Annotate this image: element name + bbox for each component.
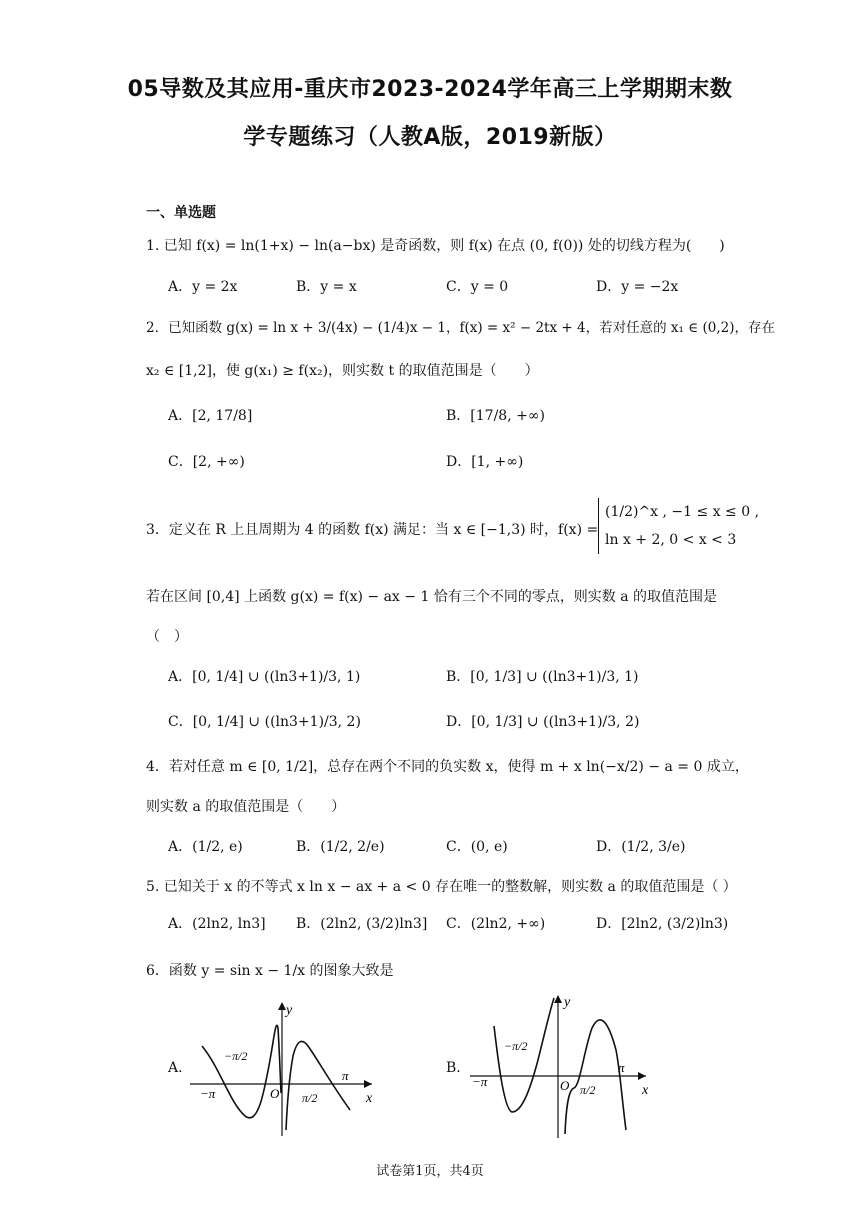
question-3-stem-line2: 若在区间 [0,4] 上函数 g(x) = f(x) − ax − 1 恰有三个不同的零点，则实数 a 的取值范围是 [146,589,718,605]
graph-b-neg-pi-half: −π/2 [504,1039,528,1053]
graph-a-x-arrow [364,1080,372,1088]
question-2-stem-line1: 2．已知函数 g(x) = ln x + 3/(4x) − (1/4)x − 1，f(x) = x² − 2tx + 4，若对任意的 x₁ ∈ (0,2)，存在 [146,320,775,336]
question-4-option-b: B．(1/2, 2/e) [296,839,385,855]
page-title-line2: 学专题练习（人教A版，2019新版） [243,125,617,150]
graph-a-x-label: x [366,1091,373,1106]
question-1-option-b: B．y = x [296,279,357,295]
graph-a-y-label: y [286,1003,293,1018]
graph-a-origin: O [270,1086,280,1101]
graph-a-y-arrow [278,1002,286,1010]
question-2-option-b: B．[17/8, +∞) [446,408,545,424]
question-6-option-b: B. [446,1060,461,1076]
question-3-option-c: C．[0, 1/4] ∪ ((ln3+1)/3, 2) [168,714,361,730]
question-3-option-d: D．[0, 1/3] ∪ ((ln3+1)/3, 2) [446,714,640,730]
graph-b-x-label: x [642,1083,649,1098]
question-3-piecewise [598,498,759,554]
question-2-option-c: C．[2, +∞) [168,454,245,470]
question-6-stem: 6．函数 y = sin x − 1/x 的图象大致是 [146,963,394,979]
graph-b-curve [494,998,626,1134]
graph-a-pi: π [342,1068,349,1083]
question-4-option-a: A．(1/2, e) [168,839,243,855]
graph-a-pi-half: π/2 [302,1091,318,1105]
question-4-stem-line1: 4．若对任意 m ∈ [0, 1/2]，总存在两个不同的负实数 x，使得 m + x ln(−x/2) − a = 0 成立， [146,759,749,775]
graph-a-curve [202,1025,350,1130]
question-1-option-a: A．y = 2x [168,279,238,295]
graph-b-y-arrow [554,995,562,1003]
question-4-stem-line2: 则实数 a 的取值范围是（ ） [146,799,346,815]
question-2-option-d: D．[1, +∞) [446,454,524,470]
question-5-option-b: B．(2ln2, (3/2)ln3] [296,916,428,932]
question-6-option-a: A. [168,1060,183,1076]
graph-a-neg-pi: −π [200,1086,216,1101]
graph-option-a [190,998,380,1138]
question-3-stem-line3: （ ） [146,629,188,645]
page-footer: 试卷第1页，共4页 [376,1164,484,1179]
graph-option-b [470,990,660,1140]
question-1-option-c: C．y = 0 [446,279,509,295]
question-4-option-d: D．(1/2, 3/e) [596,839,686,855]
question-1-stem: 1. 已知 f(x) = ln(1+x) − ln(a−bx) 是奇函数，则 f(x) 在点 (0, f(0)) 处的切线方程为( ) [146,238,725,254]
question-4-option-c: C．(0, e) [446,839,508,855]
question-3-option-b: B．[0, 1/3] ∪ ((ln3+1)/3, 1) [446,669,639,685]
question-3-piece1: (1/2)^x , −1 ≤ x ≤ 0 , [605,504,760,520]
question-1-option-d: D．y = −2x [596,279,679,295]
graph-b-x-arrow [638,1072,646,1080]
graph-a-neg-pi-half: −π/2 [224,1049,248,1063]
question-5-option-d: D．[2ln2, (3/2)ln3) [596,916,729,932]
question-3-piece2: ln x + 2, 0 < x < 3 [605,532,737,548]
graph-b-pi-half: π/2 [580,1083,596,1097]
graph-b-origin: O [560,1078,570,1093]
question-3-stem-line1: 3．定义在 R 上且周期为 4 的函数 f(x) 满足：当 x ∈ [−1,3) 时，f(x) = [146,522,599,538]
page-title-line1: 05导数及其应用-重庆市2023-2024学年高三上学期期末数 [127,77,733,102]
question-2-option-a: A．[2, 17/8] [168,408,253,424]
question-5-option-c: C．(2ln2, +∞) [446,916,546,932]
question-5-stem: 5. 已知关于 x 的不等式 x ln x − ax + a < 0 存在唯一的整数解，则实数 a 的取值范围是（ ） [146,879,737,895]
graph-b-y-label: y [564,995,571,1010]
question-5-option-a: A．(2ln2, ln3] [168,916,266,932]
question-3-option-a: A．[0, 1/4] ∪ ((ln3+1)/3, 1) [168,669,361,685]
graph-b-neg-pi: −π [472,1074,488,1089]
question-2-stem-line2: x₂ ∈ [1,2]，使 g(x₁) ≥ f(x₂)，则实数 t 的取值范围是（ ） [146,363,539,379]
section-heading: 一、单选题 [146,205,216,221]
graph-b-pi: π [618,1060,625,1075]
